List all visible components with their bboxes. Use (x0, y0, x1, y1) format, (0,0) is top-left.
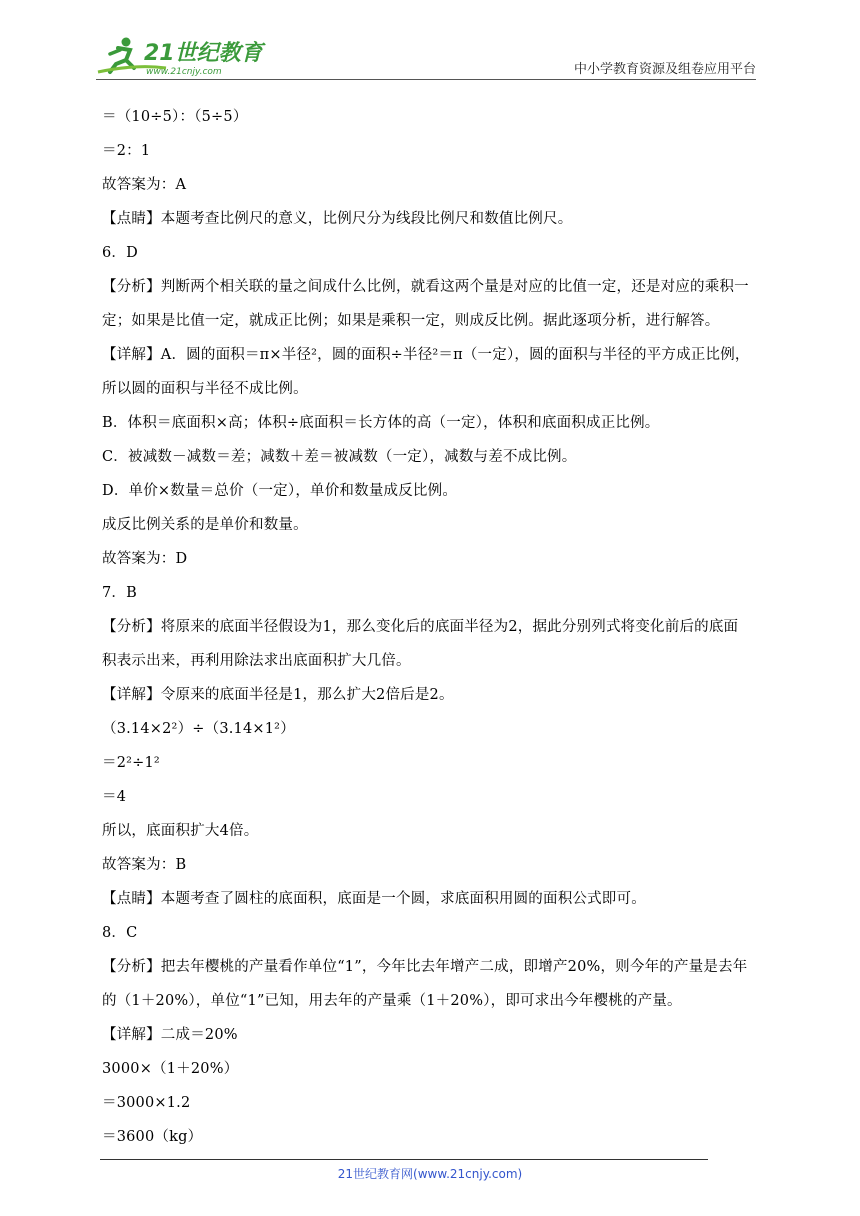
text-line: 3000×（1＋20%） (102, 1061, 239, 1077)
text-line: 【分析】将原来的底面半径假设为1，那么变化后的底面半径为2，据此分别列式将变化前后的底面 (102, 619, 739, 635)
platform-name: 中小学教育资源及组卷应用平台 (573, 62, 756, 77)
question-number: 6．D (102, 245, 138, 261)
text-line: 故答案为：A (102, 177, 187, 193)
text-line: 所以圆的面积与半径不成比例。 (102, 381, 308, 397)
text-line: 【点睛】本题考查比例尺的意义，比例尺分为线段比例尺和数值比例尺。 (102, 211, 573, 227)
text-line: 【分析】判断两个相关联的量之间成什么比例，就看这两个量是对应的比值一定，还是对应的乘积一 (102, 279, 749, 295)
text-line: B．体积＝底面积×高；体积÷底面积＝长方体的高（一定），体积和底面积成正比例。 (102, 415, 660, 431)
text-line: 定；如果是比值一定，就成正比例；如果是乘积一定，则成反比例。据此逐项分析，进行解答。 (102, 313, 720, 329)
logo-text: 21世纪教育 (144, 41, 263, 66)
page-header (0, 0, 860, 90)
text-line: 【详解】二成＝20% (102, 1027, 238, 1043)
text-line: 所以，底面积扩大4倍。 (102, 823, 259, 839)
question-number: 7．B (102, 585, 137, 601)
text-line: 故答案为：D (102, 551, 188, 567)
text-line: ＝2：1 (102, 143, 151, 159)
header-divider (96, 79, 756, 80)
text-line: 【详解】A．圆的面积＝π×半径²，圆的面积÷半径²＝π（一定），圆的面积与半径的平方成正比例， (102, 347, 750, 363)
text-line: ＝2²÷1² (102, 755, 160, 771)
text-line: 【分析】把去年樱桃的产量看作单位“1”，今年比去年增产二成，即增产20%，则今年的产量是去年 (102, 959, 748, 975)
text-line: D．单价×数量＝总价（一定），单价和数量成反比例。 (102, 483, 458, 499)
text-line: 故答案为：B (102, 857, 187, 873)
text-line: 成反比例关系的是单价和数量。 (102, 517, 308, 533)
logo-url-text: www.21cnjy.com (146, 67, 222, 77)
text-line: 的（1＋20%），单位“1”已知，用去年的产量乘（1＋20%），即可求出今年樱桃的产量。 (102, 993, 682, 1009)
text-line: C．被减数－减数＝差；减数＋差＝被减数（一定），减数与差不成比例。 (102, 449, 577, 465)
logo-graphic (96, 34, 266, 78)
text-line: ＝3000×1.2 (102, 1095, 191, 1111)
text-line: ＝4 (102, 789, 127, 805)
text-line: ＝（10÷5）：（5÷5） (102, 109, 248, 125)
text-line: 【详解】令原来的底面半径是1，那么扩大2倍后是2。 (102, 687, 454, 703)
text-line: 【点睛】本题考查了圆柱的底面积，底面是一个圆，求底面积用圆的面积公式即可。 (102, 891, 646, 907)
document-body (102, 100, 762, 1154)
footer-link[interactable]: 21世纪教育网(www.21cnjy.com) (337, 1167, 523, 1181)
text-line: ＝3600（kg） (102, 1129, 203, 1145)
site-logo[interactable] (96, 34, 266, 78)
footer-divider (100, 1159, 708, 1160)
question-number: 8．C (102, 925, 138, 941)
text-line: （3.14×2²）÷（3.14×1²） (102, 721, 295, 737)
text-line: 积表示出来，再利用除法求出底面积扩大几倍。 (102, 653, 411, 669)
